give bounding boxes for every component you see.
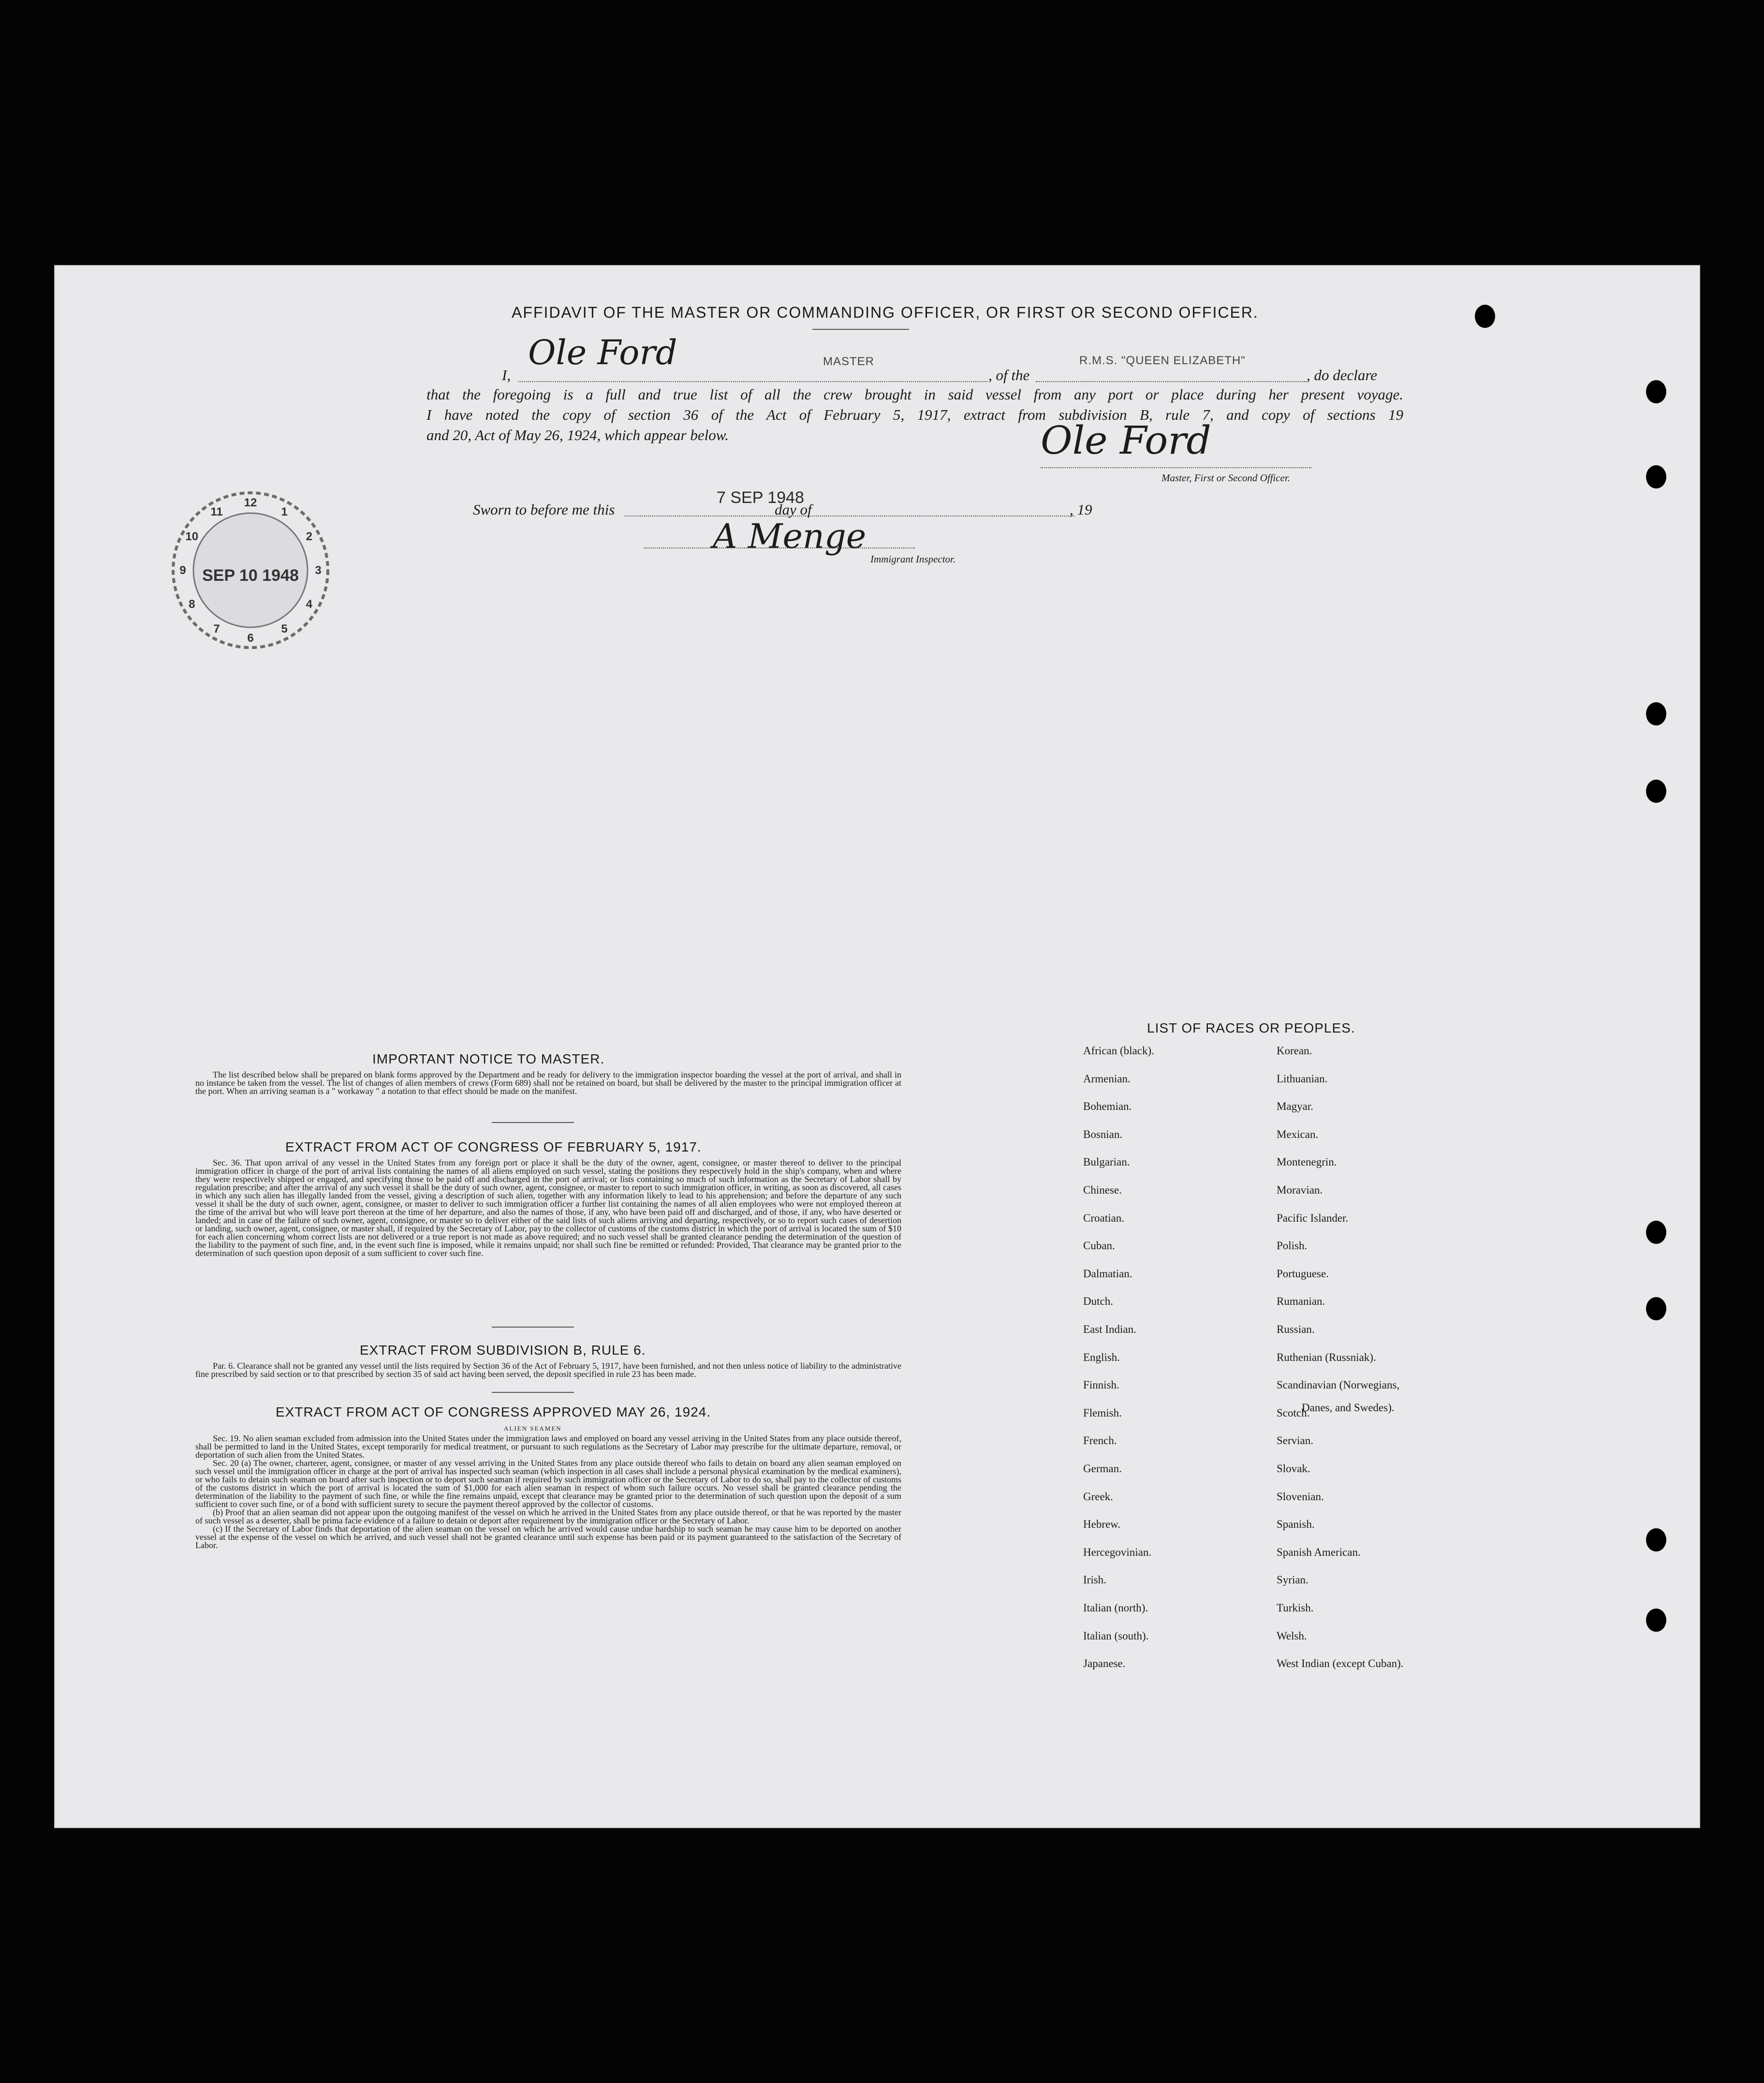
punch-hole bbox=[1646, 465, 1666, 488]
stamp-hour-label: 8 bbox=[189, 598, 195, 611]
race-item: Pacific Islander. bbox=[1277, 1211, 1349, 1224]
extract-rule6-title: EXTRACT FROM SUBDIVISION B, RULE 6. bbox=[360, 1343, 646, 1358]
affidavit-intro: I, bbox=[502, 367, 511, 384]
race-item: Greek. bbox=[1083, 1490, 1113, 1503]
sec-20b-paragraph: (b) Proof that an alien seaman did not appear upon the outgoing manifest of the vessel on which he arrived in the United States from any place outside thereof, or that he was reported by the master of such vessel as a deserter, shall be prima facie evidence of a failure to detain or deport after requirement by the immigration officer or the Secretary of Labor. bbox=[195, 1507, 901, 1525]
race-item: Spanish American. bbox=[1277, 1546, 1361, 1558]
race-item: Chinese. bbox=[1083, 1184, 1122, 1196]
race-item: Bulgarian. bbox=[1083, 1156, 1130, 1168]
race-item: Korean. bbox=[1277, 1045, 1312, 1057]
race-item: African (black). bbox=[1083, 1045, 1154, 1057]
alien-seamen-subtitle: ALIEN SEAMEN bbox=[504, 1425, 562, 1432]
master-name-handwritten: Ole Ford bbox=[528, 333, 677, 372]
race-item: German. bbox=[1083, 1463, 1122, 1475]
race-item: West Indian (except Cuban). bbox=[1277, 1657, 1404, 1670]
master-rank-stamp: MASTER bbox=[823, 355, 875, 368]
divider-2 bbox=[492, 1327, 574, 1328]
race-item: Servian. bbox=[1277, 1434, 1314, 1447]
punch-hole bbox=[1646, 1609, 1666, 1632]
stamp-hour-label: 10 bbox=[185, 530, 199, 543]
extract-1924-body bbox=[195, 1434, 901, 1550]
punch-hole bbox=[1646, 780, 1666, 803]
race-item: English. bbox=[1083, 1351, 1120, 1363]
stamp-date: SEP 10 1948 bbox=[202, 566, 299, 585]
punch-hole bbox=[1475, 305, 1495, 328]
race-item: Montenegrin. bbox=[1277, 1156, 1337, 1168]
inspector-line bbox=[644, 547, 915, 548]
punch-hole bbox=[1646, 702, 1666, 725]
race-item: Irish. bbox=[1083, 1574, 1106, 1586]
race-item: Scotch. bbox=[1277, 1406, 1310, 1419]
sworn-text: Sworn to before me this bbox=[473, 501, 615, 518]
race-item: Mexican. bbox=[1277, 1128, 1319, 1140]
race-item: Bosnian. bbox=[1083, 1128, 1123, 1140]
stamp-hour-label: 11 bbox=[210, 505, 223, 518]
race-item: Spanish. bbox=[1277, 1518, 1315, 1531]
affidavit-title: AFFIDAVIT OF THE MASTER OR COMMANDING OFFICER, OR FIRST OR SECOND OFFICER. bbox=[512, 304, 1259, 321]
race-item: Turkish. bbox=[1277, 1602, 1314, 1614]
sec-19-paragraph: Sec. 19. No alien seaman excluded from admission into the United States under the immigration laws and employed on board any vessel arriving in the United States from any place outside thereof, shall be permitted to land in the United States, except temporarily for medical treatment, or pursuant to such regulations as the Secretary of Labor may prescribe for the ultimate departure, removal, or deportation of such alien from the United States. bbox=[195, 1433, 901, 1460]
stamp-hour-label: 3 bbox=[315, 564, 322, 577]
race-item: Portuguese. bbox=[1277, 1267, 1329, 1280]
stamp-hour-label: 6 bbox=[247, 632, 254, 645]
race-item: Japanese. bbox=[1083, 1657, 1126, 1670]
race-item: Slovak. bbox=[1277, 1463, 1310, 1475]
race-item: Moravian. bbox=[1277, 1184, 1323, 1196]
race-item: Italian (south). bbox=[1083, 1629, 1149, 1642]
extract-1924-title: EXTRACT FROM ACT OF CONGRESS APPROVED MAY 26, 1924. bbox=[276, 1404, 711, 1419]
extract-rule6-body: Par. 6. Clearance shall not be granted any vessel until the lists required by Section 36 of the Act of February 5, 1917, have been furnished, and not then unless notice of liability to the administrative fine prescribed by said section or to that prescribed by section 35 of said act having been served, the deposit specified in rule 23 has been made. bbox=[195, 1361, 901, 1379]
sec-20c-paragraph: (c) If the Secretary of Labor finds that deportation of the alien seaman on the vessel on which he arrived would cause undue hardship to such seaman he may cause him to be deported on another vessel at the expense of the vessel on which he arrived, and such vessel shall not be granted clearance until such expense has been paid or its payment guaranteed to the satisfaction of the Secretary of Labor. bbox=[195, 1524, 901, 1550]
divider-1 bbox=[492, 1122, 574, 1123]
stamp-hour-label: 5 bbox=[281, 622, 288, 636]
races-title: LIST OF RACES OR PEOPLES. bbox=[1147, 1020, 1355, 1035]
signature-caption: Master, First or Second Officer. bbox=[1161, 472, 1290, 484]
race-item: Hebrew. bbox=[1083, 1518, 1121, 1531]
race-item: Lithuanian. bbox=[1277, 1072, 1328, 1085]
race-item: Armenian. bbox=[1083, 1072, 1131, 1085]
race-item: Croatian. bbox=[1083, 1211, 1124, 1224]
race-item: Italian (north). bbox=[1083, 1602, 1148, 1614]
race-scandinavian-continued: Danes, and Swedes). bbox=[1302, 1402, 1395, 1414]
sworn-date-stamp: 7 SEP 1948 bbox=[717, 488, 804, 507]
stamp-hour-label: 1 bbox=[281, 505, 288, 518]
name-line bbox=[518, 381, 987, 382]
race-item: Dalmatian. bbox=[1083, 1267, 1132, 1280]
race-item: Bohemian. bbox=[1083, 1100, 1132, 1113]
vessel-line bbox=[1036, 381, 1307, 382]
inspector-signature: A Menge bbox=[713, 517, 867, 556]
extract-1917-title: EXTRACT FROM ACT OF CONGRESS OF FEBRUARY 5, 1917. bbox=[285, 1139, 702, 1154]
punch-hole bbox=[1646, 1528, 1666, 1551]
punch-hole bbox=[1646, 1221, 1666, 1244]
affidavit-line-2: I have noted the copy of section 36 of the Act of February 5, 1917, extract from subdivision B, rule 7, and copy of sections 19 bbox=[426, 406, 1403, 423]
sec-20a-paragraph: Sec. 20 (a) The owner, charterer, agent, consignee, or master of any vessel arriving in the United States from any place outside thereof who fails to detain on board any alien seaman employed on such vessel until the immigration officer in charge at the port of arrival has inspected such seaman (which inspection in all cases shall include a personal physical examination by the medical examiners), or who fails to detain such seaman on board after such inspection or to deport such seaman if required by such immigration officer or the Secretary of Labor to do so, shall pay to the collector of customs of the customs district in which the port of arrival is located the sum of $1,000 for each alien seaman in respect of whom such failure occurs. No vessel shall be granted clearance pending the determination of the liability to the payment of such fine, or while the fine remains unpaid, except that clearance may be granted prior to the determination of such question upon the deposit of a sum sufficient to cover such fine, or of a bond with sufficient surety to secure the payment thereof approved by the collector of customs. bbox=[195, 1458, 901, 1509]
punch-hole bbox=[1646, 380, 1666, 403]
notice-body: The list described below shall be prepared on blank forms approved by the Department and be ready for delivery to the immigration inspector boarding the vessel at the port of arrival, and shall in no instance be taken from the vessel. The list of changes of alien members of crews (Form 689) shall not be retained on board, but shall be delivered by the master to the principal immigration officer at the port. When an arriving seaman is a " workaway " a notation to that effect should be made on the manifest. bbox=[195, 1070, 901, 1096]
day-of-text: day of bbox=[775, 501, 812, 518]
year-text: , 19 bbox=[1070, 501, 1092, 518]
divider-3 bbox=[492, 1392, 574, 1393]
race-item: Slovenian. bbox=[1277, 1490, 1324, 1503]
extract-1917-body: Sec. 36. That upon arrival of any vessel in the United States from any foreign port or place it shall be the duty of the owner, agent, consignee, or master thereof to deliver to the principal immigration officer in charge of the port of arrival lists containing the names of all aliens employed on such vessel, stating the positions they respectively hold in the ship's company, when and where they were respectively shipped or engaged, and specifying those to be paid off and discharged in the port of arrival; or lists containing so much of such information as the Secretary of Labor shall by regulation prescribe; and after the arrival of any such vessel it shall be the duty of such owner, agent, consignee, or master to report to such immigration officer, in writing, as soon as discovered, all cases in which any such alien has illegally landed from the vessel, giving a description of such alien, together with any information likely to lead to his apprehension; and before the departure of any such vessel it shall be the duty of such owner, agent, consignee, or master to deliver to such immigration officer a further list containing the names of all alien employees who were not employed thereon at the time of the arrival but who will leave port thereon at the time of her departure, and also the names of those, if any, who have been paid off and discharged, and of those, if any, who have deserted or landed; and in case of the failure of such owner, agent, consignee, or master so to deliver either of the said lists of such aliens arriving and departing, respectively, or so to report such cases of desertion or landing, such owner, agent, consignee, or master shall, if required by the Secretary of Labor, pay to the collector of customs of the customs district in which the port of arrival is located the sum of $10 for each alien concerning whom correct lists are not delivered or a true report is not made as above required; and no such vessel shall be granted clearance pending the determination of the question of the liability to the payment of such fine, and, in the event such fine is imposed, while it remains unpaid; nor shall such fine be remitted or refunded: Provided, That clearance may be granted prior to the determination of such question upon deposit of a sum sufficient to cover such fine. bbox=[195, 1158, 901, 1258]
signature-line bbox=[1041, 467, 1311, 468]
do-declare-text: , do declare bbox=[1307, 367, 1378, 384]
affidavit-line-3: and 20, Act of May 26, 1924, which appear below. bbox=[426, 427, 729, 443]
punch-hole bbox=[1646, 1297, 1666, 1320]
race-item: Polish. bbox=[1277, 1240, 1308, 1252]
notice-title: IMPORTANT NOTICE TO MASTER. bbox=[372, 1051, 605, 1066]
race-item: Ruthenian (Russniak). bbox=[1277, 1351, 1376, 1363]
of-the-text: , of the bbox=[988, 367, 1030, 384]
stamp-hour-label: 12 bbox=[244, 496, 257, 509]
race-item: Finnish. bbox=[1083, 1379, 1119, 1391]
race-item: Rumanian. bbox=[1277, 1295, 1325, 1308]
stamp-hour-label: 7 bbox=[213, 622, 220, 636]
race-item: Cuban. bbox=[1083, 1240, 1115, 1252]
stamp-hour-label: 4 bbox=[306, 598, 312, 611]
race-item: Hercegovinian. bbox=[1083, 1546, 1152, 1558]
immigration-date-stamp bbox=[169, 489, 332, 651]
title-divider bbox=[812, 329, 909, 330]
stamp-hour-label: 9 bbox=[179, 564, 186, 577]
race-item: Syrian. bbox=[1277, 1574, 1308, 1586]
affidavit-line-1: that the foregoing is a full and true list of all the crew brought in said vessel from any port or place during her present voyage. bbox=[426, 386, 1403, 403]
inspector-caption: Immigrant Inspector. bbox=[870, 553, 956, 565]
crew-list-page bbox=[54, 265, 1700, 1828]
race-item: French. bbox=[1083, 1434, 1117, 1447]
stamp-hour-label: 2 bbox=[306, 530, 312, 543]
race-item: Russian. bbox=[1277, 1323, 1315, 1335]
race-item: Welsh. bbox=[1277, 1629, 1307, 1642]
vessel-name-stamp: R.M.S. "QUEEN ELIZABETH" bbox=[1079, 354, 1246, 367]
race-item: East Indian. bbox=[1083, 1323, 1136, 1335]
race-item: Magyar. bbox=[1277, 1100, 1314, 1113]
master-signature: Ole Ford bbox=[1041, 418, 1211, 463]
race-item: Flemish. bbox=[1083, 1406, 1122, 1419]
race-item: Scandinavian (Norwegians, bbox=[1277, 1379, 1400, 1391]
race-item: Dutch. bbox=[1083, 1295, 1113, 1308]
